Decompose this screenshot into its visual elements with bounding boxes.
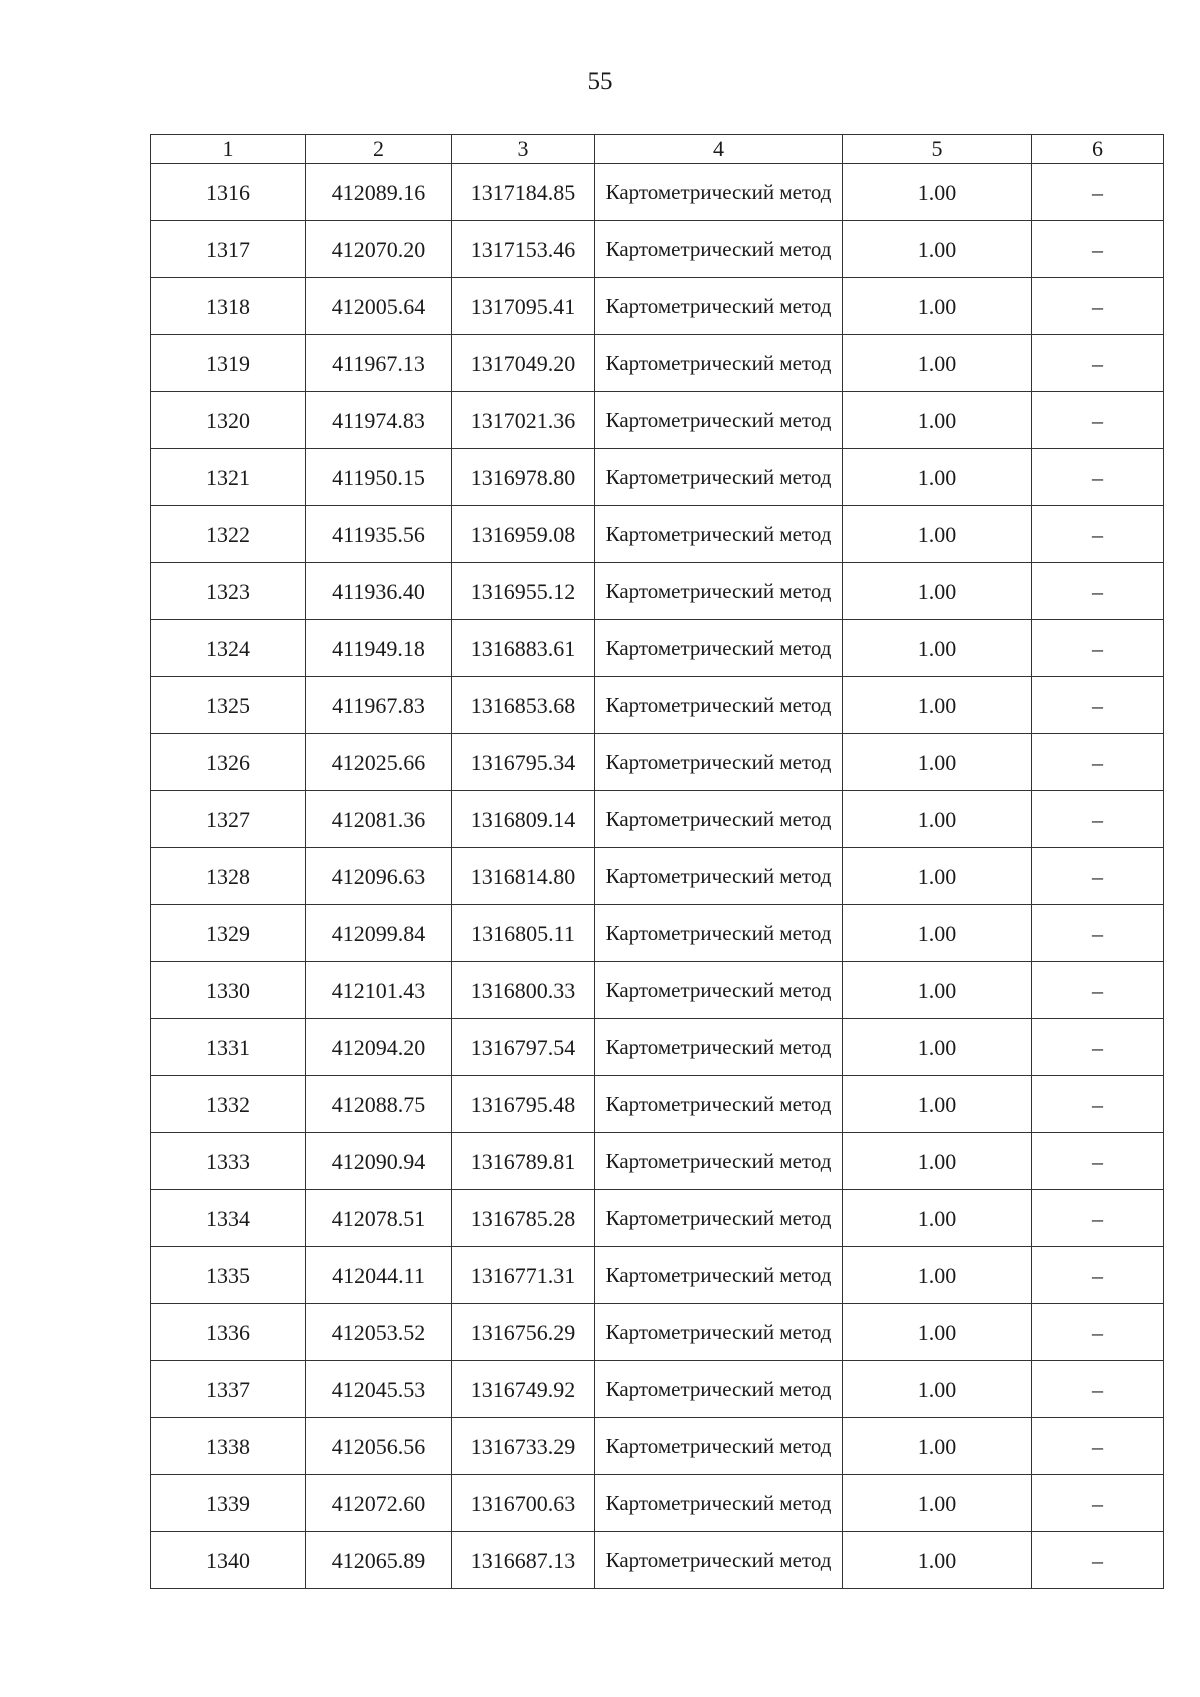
x-coordinate-cell: 411967.13 [306, 335, 452, 392]
method-cell: Картометрический метод [595, 620, 843, 677]
note-cell: – [1032, 734, 1164, 791]
x-coordinate-cell: 412081.36 [306, 791, 452, 848]
table-row [151, 905, 1164, 962]
accuracy-cell: 1.00 [843, 449, 1032, 506]
point-number-cell: 1335 [151, 1247, 306, 1304]
y-coordinate-cell: 1316853.68 [452, 677, 595, 734]
note-cell: – [1032, 506, 1164, 563]
x-coordinate-cell: 412094.20 [306, 1019, 452, 1076]
x-coordinate-cell: 411949.18 [306, 620, 452, 677]
table-row [151, 449, 1164, 506]
x-coordinate-cell: 412070.20 [306, 221, 452, 278]
point-number-cell: 1331 [151, 1019, 306, 1076]
x-coordinate-cell: 412056.56 [306, 1418, 452, 1475]
x-coordinate-cell: 411936.40 [306, 563, 452, 620]
table-row [151, 1247, 1164, 1304]
method-cell: Картометрический метод [595, 677, 843, 734]
note-cell: – [1032, 1304, 1164, 1361]
accuracy-cell: 1.00 [843, 1019, 1032, 1076]
table-row [151, 392, 1164, 449]
accuracy-cell: 1.00 [843, 1247, 1032, 1304]
table-row [151, 278, 1164, 335]
accuracy-cell: 1.00 [843, 677, 1032, 734]
x-coordinate-cell: 412053.52 [306, 1304, 452, 1361]
note-cell: – [1032, 1133, 1164, 1190]
note-cell: – [1032, 620, 1164, 677]
x-coordinate-cell: 412089.16 [306, 164, 452, 221]
accuracy-cell: 1.00 [843, 278, 1032, 335]
table-row [151, 1304, 1164, 1361]
table-row [151, 1019, 1164, 1076]
point-number-cell: 1339 [151, 1475, 306, 1532]
note-cell: – [1032, 791, 1164, 848]
method-cell: Картометрический метод [595, 1304, 843, 1361]
table-body [151, 164, 1164, 1589]
method-cell: Картометрический метод [595, 221, 843, 278]
note-cell: – [1032, 677, 1164, 734]
accuracy-cell: 1.00 [843, 1190, 1032, 1247]
table-row [151, 1190, 1164, 1247]
method-cell: Картометрический метод [595, 1361, 843, 1418]
note-cell: – [1032, 848, 1164, 905]
y-coordinate-cell: 1316795.34 [452, 734, 595, 791]
note-cell: – [1032, 1532, 1164, 1589]
note-cell: – [1032, 1019, 1164, 1076]
x-coordinate-cell: 412025.66 [306, 734, 452, 791]
table-row [151, 677, 1164, 734]
column-header-6: 6 [1032, 135, 1164, 164]
accuracy-cell: 1.00 [843, 1418, 1032, 1475]
y-coordinate-cell: 1316700.63 [452, 1475, 595, 1532]
y-coordinate-cell: 1316805.11 [452, 905, 595, 962]
accuracy-cell: 1.00 [843, 1076, 1032, 1133]
note-cell: – [1032, 962, 1164, 1019]
table-row [151, 1532, 1164, 1589]
note-cell: – [1032, 335, 1164, 392]
accuracy-cell: 1.00 [843, 1304, 1032, 1361]
note-cell: – [1032, 221, 1164, 278]
accuracy-cell: 1.00 [843, 221, 1032, 278]
accuracy-cell: 1.00 [843, 563, 1032, 620]
table-row [151, 1133, 1164, 1190]
point-number-cell: 1330 [151, 962, 306, 1019]
y-coordinate-cell: 1316978.80 [452, 449, 595, 506]
method-cell: Картометрический метод [595, 1475, 843, 1532]
accuracy-cell: 1.00 [843, 506, 1032, 563]
y-coordinate-cell: 1316959.08 [452, 506, 595, 563]
note-cell: – [1032, 392, 1164, 449]
method-cell: Картометрический метод [595, 1019, 843, 1076]
note-cell: – [1032, 1190, 1164, 1247]
column-header-2: 2 [306, 135, 452, 164]
table-row [151, 620, 1164, 677]
note-cell: – [1032, 1418, 1164, 1475]
accuracy-cell: 1.00 [843, 164, 1032, 221]
table-row [151, 962, 1164, 1019]
note-cell: – [1032, 164, 1164, 221]
accuracy-cell: 1.00 [843, 962, 1032, 1019]
page-number: 55 [587, 68, 613, 95]
point-number-cell: 1338 [151, 1418, 306, 1475]
note-cell: – [1032, 278, 1164, 335]
x-coordinate-cell: 412088.75 [306, 1076, 452, 1133]
y-coordinate-cell: 1317184.85 [452, 164, 595, 221]
coordinates-table [150, 134, 1164, 1589]
table-row [151, 563, 1164, 620]
x-coordinate-cell: 412005.64 [306, 278, 452, 335]
accuracy-cell: 1.00 [843, 392, 1032, 449]
y-coordinate-cell: 1316756.29 [452, 1304, 595, 1361]
method-cell: Картометрический метод [595, 1418, 843, 1475]
table-row [151, 164, 1164, 221]
x-coordinate-cell: 411935.56 [306, 506, 452, 563]
note-cell: – [1032, 1247, 1164, 1304]
method-cell: Картометрический метод [595, 506, 843, 563]
note-cell: – [1032, 905, 1164, 962]
table-row [151, 848, 1164, 905]
point-number-cell: 1325 [151, 677, 306, 734]
table-row [151, 1076, 1164, 1133]
point-number-cell: 1322 [151, 506, 306, 563]
y-coordinate-cell: 1316749.92 [452, 1361, 595, 1418]
point-number-cell: 1324 [151, 620, 306, 677]
method-cell: Картометрический метод [595, 962, 843, 1019]
point-number-cell: 1334 [151, 1190, 306, 1247]
table-row [151, 791, 1164, 848]
column-header-3: 3 [452, 135, 595, 164]
table-row [151, 1361, 1164, 1418]
accuracy-cell: 1.00 [843, 1532, 1032, 1589]
y-coordinate-cell: 1316785.28 [452, 1190, 595, 1247]
x-coordinate-cell: 412090.94 [306, 1133, 452, 1190]
table-row [151, 221, 1164, 278]
table-row [151, 506, 1164, 563]
column-header-4: 4 [595, 135, 843, 164]
point-number-cell: 1318 [151, 278, 306, 335]
y-coordinate-cell: 1317021.36 [452, 392, 595, 449]
accuracy-cell: 1.00 [843, 620, 1032, 677]
method-cell: Картометрический метод [595, 278, 843, 335]
table-row [151, 335, 1164, 392]
note-cell: – [1032, 1361, 1164, 1418]
method-cell: Картометрический метод [595, 1190, 843, 1247]
point-number-cell: 1337 [151, 1361, 306, 1418]
x-coordinate-cell: 412044.11 [306, 1247, 452, 1304]
y-coordinate-cell: 1316800.33 [452, 962, 595, 1019]
x-coordinate-cell: 412045.53 [306, 1361, 452, 1418]
y-coordinate-cell: 1316687.13 [452, 1532, 595, 1589]
x-coordinate-cell: 411950.15 [306, 449, 452, 506]
point-number-cell: 1328 [151, 848, 306, 905]
y-coordinate-cell: 1316789.81 [452, 1133, 595, 1190]
accuracy-cell: 1.00 [843, 1475, 1032, 1532]
y-coordinate-cell: 1316955.12 [452, 563, 595, 620]
method-cell: Картометрический метод [595, 164, 843, 221]
method-cell: Картометрический метод [595, 791, 843, 848]
accuracy-cell: 1.00 [843, 791, 1032, 848]
y-coordinate-cell: 1316771.31 [452, 1247, 595, 1304]
method-cell: Картометрический метод [595, 1076, 843, 1133]
y-coordinate-cell: 1317153.46 [452, 221, 595, 278]
y-coordinate-cell: 1316795.48 [452, 1076, 595, 1133]
x-coordinate-cell: 412078.51 [306, 1190, 452, 1247]
method-cell: Картометрический метод [595, 449, 843, 506]
x-coordinate-cell: 412101.43 [306, 962, 452, 1019]
point-number-cell: 1333 [151, 1133, 306, 1190]
x-coordinate-cell: 412065.89 [306, 1532, 452, 1589]
point-number-cell: 1340 [151, 1532, 306, 1589]
y-coordinate-cell: 1316883.61 [452, 620, 595, 677]
point-number-cell: 1321 [151, 449, 306, 506]
point-number-cell: 1323 [151, 563, 306, 620]
method-cell: Картометрический метод [595, 734, 843, 791]
point-number-cell: 1319 [151, 335, 306, 392]
method-cell: Картометрический метод [595, 392, 843, 449]
method-cell: Картометрический метод [595, 1247, 843, 1304]
method-cell: Картометрический метод [595, 563, 843, 620]
y-coordinate-cell: 1317095.41 [452, 278, 595, 335]
method-cell: Картометрический метод [595, 1133, 843, 1190]
note-cell: – [1032, 1475, 1164, 1532]
x-coordinate-cell: 411974.83 [306, 392, 452, 449]
accuracy-cell: 1.00 [843, 1133, 1032, 1190]
method-cell: Картометрический метод [595, 905, 843, 962]
point-number-cell: 1332 [151, 1076, 306, 1133]
accuracy-cell: 1.00 [843, 734, 1032, 791]
point-number-cell: 1326 [151, 734, 306, 791]
y-coordinate-cell: 1316733.29 [452, 1418, 595, 1475]
x-coordinate-cell: 412096.63 [306, 848, 452, 905]
y-coordinate-cell: 1316814.80 [452, 848, 595, 905]
note-cell: – [1032, 563, 1164, 620]
y-coordinate-cell: 1316797.54 [452, 1019, 595, 1076]
column-header-5: 5 [843, 135, 1032, 164]
point-number-cell: 1317 [151, 221, 306, 278]
note-cell: – [1032, 449, 1164, 506]
point-number-cell: 1327 [151, 791, 306, 848]
accuracy-cell: 1.00 [843, 848, 1032, 905]
column-header-1: 1 [151, 135, 306, 164]
x-coordinate-cell: 411967.83 [306, 677, 452, 734]
accuracy-cell: 1.00 [843, 905, 1032, 962]
table-row [151, 734, 1164, 791]
point-number-cell: 1316 [151, 164, 306, 221]
x-coordinate-cell: 412072.60 [306, 1475, 452, 1532]
point-number-cell: 1329 [151, 905, 306, 962]
table-row [151, 1475, 1164, 1532]
method-cell: Картометрический метод [595, 848, 843, 905]
y-coordinate-cell: 1316809.14 [452, 791, 595, 848]
point-number-cell: 1336 [151, 1304, 306, 1361]
accuracy-cell: 1.00 [843, 335, 1032, 392]
y-coordinate-cell: 1317049.20 [452, 335, 595, 392]
point-number-cell: 1320 [151, 392, 306, 449]
x-coordinate-cell: 412099.84 [306, 905, 452, 962]
table-header-row [151, 135, 1164, 164]
method-cell: Картометрический метод [595, 335, 843, 392]
table-row [151, 1418, 1164, 1475]
accuracy-cell: 1.00 [843, 1361, 1032, 1418]
note-cell: – [1032, 1076, 1164, 1133]
method-cell: Картометрический метод [595, 1532, 843, 1589]
